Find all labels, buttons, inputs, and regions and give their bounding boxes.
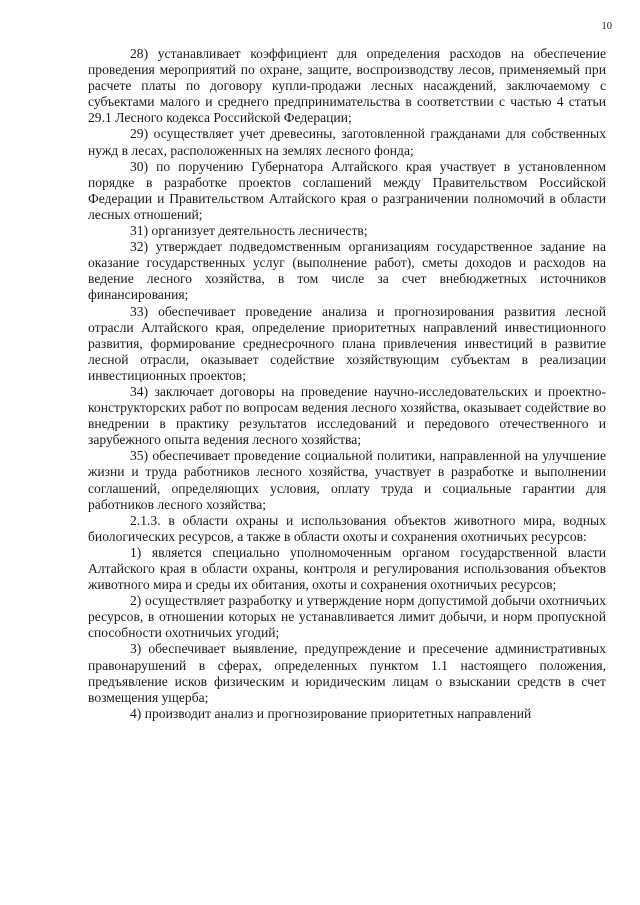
document-body (88, 46, 606, 722)
paragraph-item-28: 28) устанавливает коэффициент для определения расходов на обеспечение проведения мероприятий по охране, защите, воспроизводству лесов, применяемый при расчете платы по договору купли-продажи лесных насаждений, заключаемому с субъектами малого и среднего предпринимательства в соответствии с частью 4 статьи 29.1 Лесного кодекса Российской Федерации; (88, 46, 606, 126)
page-number: 10 (601, 21, 612, 32)
section-heading-2-1-3: 2.1.3. в области охраны и использования объектов животного мира, водных биологических ресурсов, а также в области охоты и сохранения охотничьих ресурсов: (88, 512, 606, 544)
paragraph-item-35: 35) обеспечивает проведение социальной политики, направленной на улучшение жизни и труда работников лесного хозяйства, участвует в разработке и выполнении соглашений, определяющих условия, оплату труда и социальные гарантии для работников лесного хозяйства; (88, 448, 606, 512)
paragraph-item-29: 29) осуществляет учет древесины, заготовленной гражданами для собственных нужд в лесах, расположенных на землях лесного фонда; (88, 126, 606, 158)
paragraph-item-31: 31) организует деятельность лесничеств; (130, 223, 368, 239)
paragraph-item-30: 30) по поручению Губернатора Алтайского края участвует в установленном порядке в разработке проектов соглашений между Правительством Российской Федерации и Правительством Алтайского края о разграничении полномочий в области лесных отношений; (88, 158, 606, 222)
paragraph-item-34: 34) заключает договоры на проведение научно-исследовательских и проектно-конструкторских работ по вопросам ведения лесного хозяйства, оказывает содействие во внедрении в практику результатов исследований и передового отечественного и зарубежного опыта ведения лесного хозяйства; (88, 383, 606, 448)
paragraph-subitem-3: 3) обеспечивает выявление, предупреждение и пресечение административных правонарушений в сферах, определенных пунктом 1.1 настоящего положения, предъявление исков физическим и юридическим лицам о взыскании средств в счет возмещения ущерба; (88, 641, 606, 705)
paragraph-item-32: 32) утверждает подведомственным организациям государственное задание на оказание государственных услуг (выполнение работ), сметы доходов и расходов на ведение лесного хозяйства, в том числе за счет внебюджетных источников финансирования; (88, 239, 606, 303)
paragraph-item-33: 33) обеспечивает проведение анализа и прогнозирования развития лесной отрасли Алтайского края, определение приоритетных направлений инвестиционного развития, формирование среднесрочного плана привлечения инвестиций в развитие лесной отрасли, оказывает содействие хозяйствующим субъектам в реализации инвестиционных проектов; (88, 303, 606, 383)
paragraph-subitem-2: 2) осуществляет разработку и утверждение норм допустимой добычи охотничьих ресурсов, в отношении которых не устанавливается лимит добычи, и норм пропускной способности охотничьих угодий; (88, 593, 606, 641)
paragraph-subitem-1: 1) является специально уполномоченным органом государственной власти Алтайского края в области охраны, контроля и регулирования использования объектов животного мира и среды их обитания, охоты и сохранения охотничьих ресурсов; (88, 544, 606, 593)
paragraph-subitem-4: 4) производит анализ и прогнозирование приоритетных направлений (130, 705, 532, 721)
